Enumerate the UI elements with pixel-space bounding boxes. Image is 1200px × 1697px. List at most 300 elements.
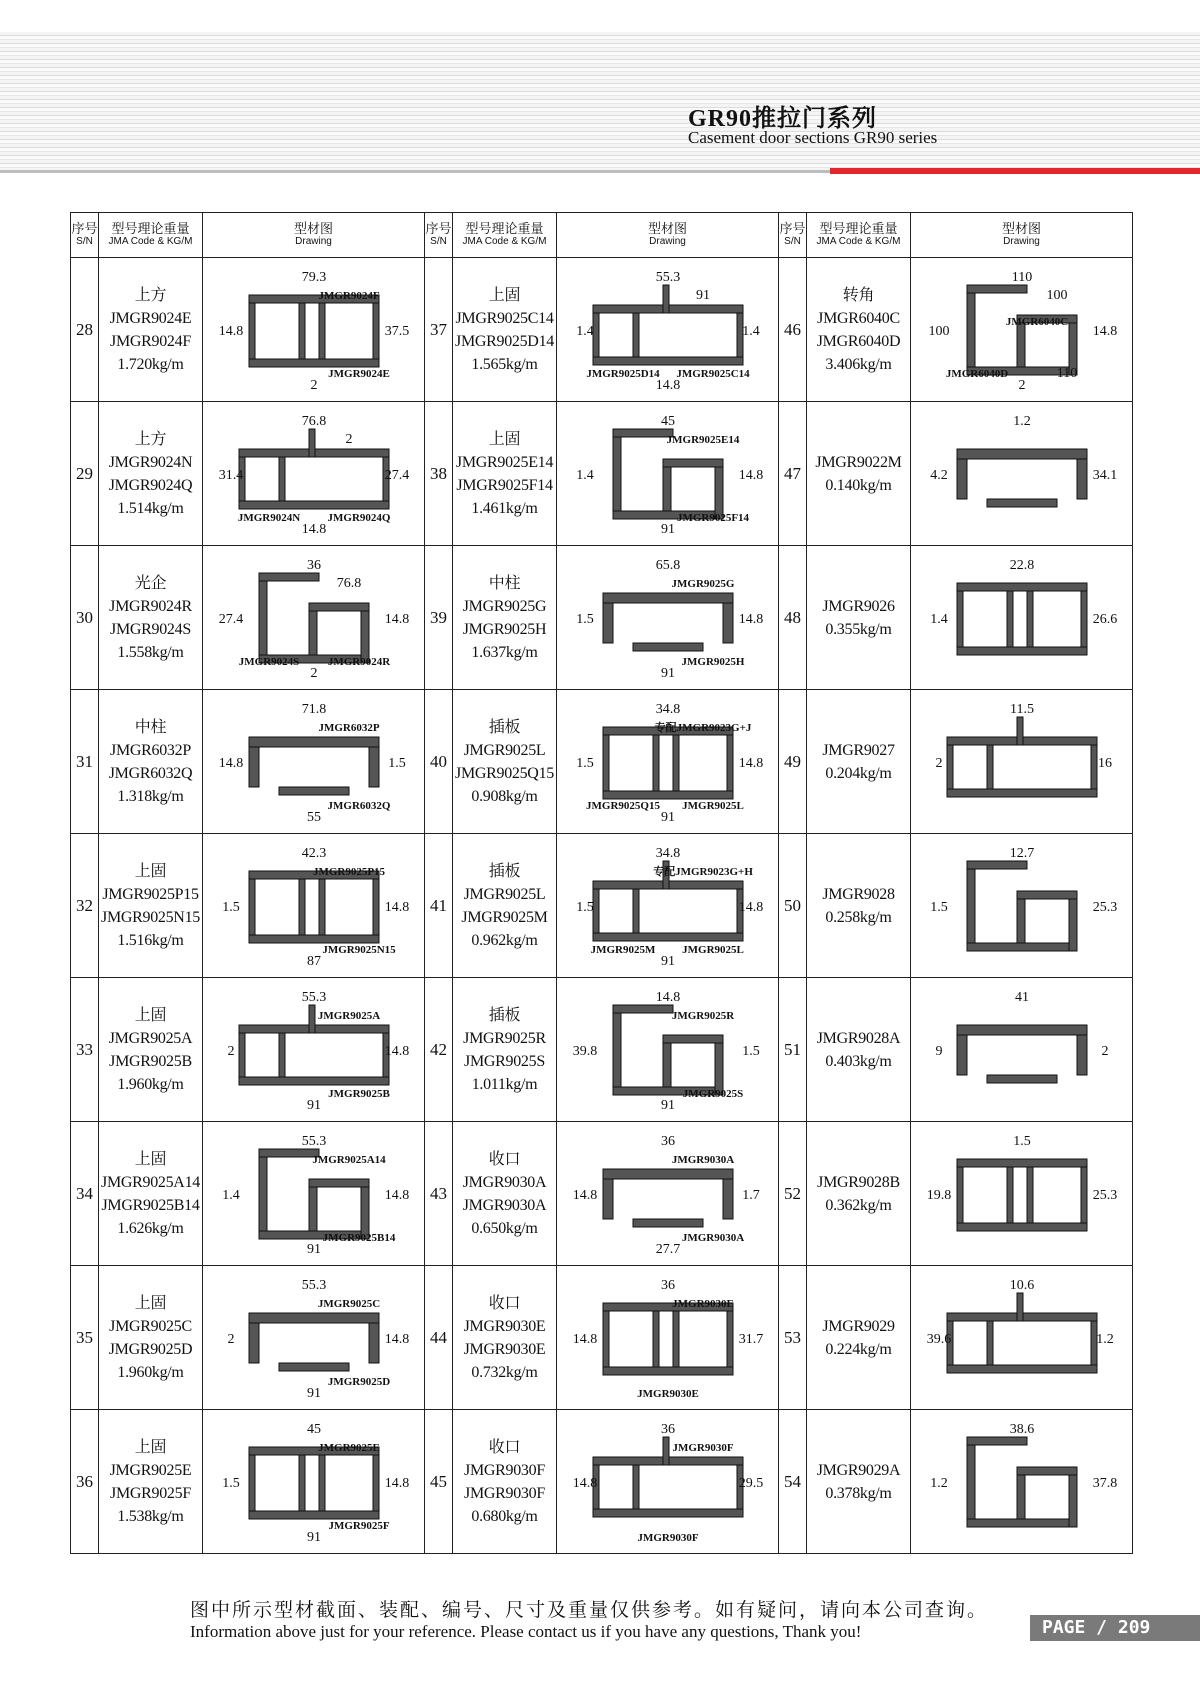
drawing-header: 型材图 Drawing <box>557 213 779 258</box>
part-code-label: JMGR9025B <box>327 1087 390 1100</box>
profile-code-weight <box>99 978 203 1122</box>
dimension-label: 55.3 <box>301 1277 326 1293</box>
profile-segment <box>239 1033 245 1083</box>
code-line: 0.258kg/m <box>825 908 892 926</box>
dimension-label: 100 <box>1046 287 1067 303</box>
code-line: 1.565kg/m <box>471 355 538 373</box>
dimension-label: 91 <box>306 1529 321 1545</box>
dimension-label: 34.1 <box>1092 467 1117 483</box>
profile-segment <box>239 1077 389 1085</box>
part-code-label: JMGR9025E14 <box>666 433 739 446</box>
dimension-label: 14.8 <box>384 1043 409 1059</box>
serial-number: 32 <box>71 834 99 978</box>
catalog-table <box>70 212 1133 1554</box>
part-code-label: JMGR9025A14 <box>311 1153 386 1166</box>
part-code-label: JMGR9030A <box>681 1231 744 1244</box>
code-line: JMGR9024F <box>110 332 191 350</box>
code-line: JMGR9029A <box>816 1461 901 1479</box>
profile-segment <box>309 429 315 457</box>
profile-segment <box>663 285 669 313</box>
profile-segment <box>593 933 743 941</box>
code-line: JMGR9025E14 <box>455 453 554 471</box>
part-code-label: JMGR6040D <box>945 367 1008 380</box>
profile-drawing-cell <box>911 1410 1133 1554</box>
profile-segment <box>319 303 325 359</box>
profile-segment <box>957 647 1087 655</box>
part-code-label: JMGR9030A <box>671 1153 734 1166</box>
serial-number: 34 <box>71 1122 99 1266</box>
profile-drawing-cell <box>203 258 425 402</box>
profile-drawing-cell <box>911 546 1133 690</box>
profile-drawing-cell <box>203 1266 425 1410</box>
profile-segment <box>967 1437 975 1527</box>
profile-segment <box>593 313 599 363</box>
profile-code-weight <box>99 1122 203 1266</box>
part-code-label: JMGR9024N <box>237 511 300 524</box>
profile-code-weight <box>807 978 911 1122</box>
profile-segment <box>319 879 325 935</box>
table-row <box>71 1122 1133 1266</box>
serial-number: 52 <box>779 1122 807 1266</box>
profile-segment <box>1017 323 1025 367</box>
profile-drawing <box>563 1417 773 1547</box>
profile-drawing <box>563 1129 773 1259</box>
dimension-label: 22.8 <box>1009 557 1034 573</box>
code-line: 光企 <box>134 574 167 592</box>
profile-drawing <box>563 841 773 971</box>
code-line: JMGR9026 <box>822 597 895 615</box>
table-header-row <box>71 213 1133 258</box>
dimension-label: 14.8 <box>218 755 243 771</box>
dimension-label: 36 <box>660 1421 675 1437</box>
page-title: GR90推拉门系列 <box>688 106 877 132</box>
dimension-label: 91 <box>660 809 675 825</box>
profile-segment <box>1017 1475 1025 1519</box>
profile-segment <box>249 1313 379 1323</box>
part-code-label: JMGR9030F <box>671 1441 734 1454</box>
dimension-label: 1.5 <box>575 899 594 915</box>
profile-segment <box>369 747 379 787</box>
profile-segment <box>957 1223 1087 1231</box>
profile-code-weight <box>99 402 203 546</box>
dimension-label: 2 <box>227 1331 234 1347</box>
dimension-label: 14.8 <box>384 899 409 915</box>
profile-code-weight <box>99 834 203 978</box>
dimension-label: 25.3 <box>1092 1187 1117 1203</box>
dimension-label: 100 <box>928 323 949 339</box>
profile-segment <box>967 861 1027 869</box>
serial-number: 53 <box>779 1266 807 1410</box>
code-line: 收口 <box>488 1294 521 1312</box>
dimension-label: 37.8 <box>1092 1475 1117 1491</box>
code-line: JMGR9028B <box>817 1173 900 1191</box>
serial-number: 54 <box>779 1410 807 1554</box>
profile-drawing-cell <box>557 546 779 690</box>
profile-segment <box>1091 745 1097 795</box>
code-line: JMGR9025C <box>109 1317 192 1335</box>
code-line: JMGR9025C14 <box>455 309 554 327</box>
profile-segment <box>727 1311 733 1373</box>
profile-segment <box>957 1025 1087 1035</box>
code-line: JMGR6032P <box>110 741 191 759</box>
dimension-label: 14.8 <box>655 377 680 393</box>
profile-code-weight <box>99 258 203 402</box>
dimension-label: 14.8 <box>655 989 680 1005</box>
profile-segment <box>603 1179 613 1219</box>
profile-segment <box>613 1005 621 1095</box>
code-line: JMGR9025S <box>464 1052 545 1070</box>
profile-segment <box>309 603 369 611</box>
profile-segment <box>319 1455 325 1511</box>
code-line: 插板 <box>488 1006 521 1024</box>
part-code-label: JMGR9025M <box>590 943 655 956</box>
profile-drawing-cell <box>203 834 425 978</box>
profile-segment <box>653 1311 659 1367</box>
dimension-label: 2 <box>227 1043 234 1059</box>
profile-drawing-cell <box>911 690 1133 834</box>
profile-drawing-cell <box>203 978 425 1122</box>
drawing-header: 型材图 Drawing <box>911 213 1133 258</box>
serial-number: 47 <box>779 402 807 546</box>
dimension-label: 91 <box>306 1097 321 1113</box>
part-code-label: JMGR9024F <box>317 289 380 302</box>
profile-segment <box>723 1179 733 1219</box>
serial-number: 37 <box>425 258 453 402</box>
code-line: JMGR9028A <box>816 1029 901 1047</box>
part-code-label: JMGR9025B14 <box>322 1231 395 1244</box>
dimension-label: 36 <box>660 1133 675 1149</box>
part-code-label: 专配JMGR9023G+H <box>652 865 753 878</box>
code-line: JMGR9025P15 <box>102 885 199 903</box>
dimension-label: 87 <box>306 953 321 969</box>
table-row <box>71 978 1133 1122</box>
profile-segment <box>249 359 379 367</box>
dimension-label: 31.7 <box>738 1331 763 1347</box>
dimension-label: 14.8 <box>301 521 326 537</box>
part-code-label: JMGR9025N15 <box>321 943 396 956</box>
profile-segment <box>967 285 1027 293</box>
serial-number: 38 <box>425 402 453 546</box>
profile-segment <box>603 791 733 799</box>
code-line: 0.403kg/m <box>825 1052 892 1070</box>
profile-drawing-cell <box>911 1266 1133 1410</box>
dimension-label: 4.2 <box>929 467 948 483</box>
part-code-label: JMGR9024R <box>327 655 390 668</box>
profile-drawing-cell <box>557 1410 779 1554</box>
profile-segment <box>633 1219 703 1227</box>
dimension-label: 91 <box>306 1241 321 1257</box>
serial-number: 35 <box>71 1266 99 1410</box>
profile-segment <box>715 1035 723 1095</box>
profile-segment <box>373 879 379 941</box>
dimension-label: 45 <box>660 413 675 429</box>
profile-drawing <box>563 697 773 827</box>
profile-drawing-cell <box>911 258 1133 402</box>
dimension-label: 110 <box>1056 365 1077 381</box>
profile-segment <box>1069 1467 1077 1527</box>
dimension-label: 27.7 <box>655 1241 680 1257</box>
code-line: JMGR9025B14 <box>101 1196 200 1214</box>
profile-segment <box>633 313 639 357</box>
profile-segment <box>957 591 963 653</box>
profile-segment <box>957 1159 1087 1167</box>
serial-number: 41 <box>425 834 453 978</box>
profile-segment <box>259 1149 319 1157</box>
part-code-label: JMGR9025C14 <box>675 367 750 380</box>
serial-number: 28 <box>71 258 99 402</box>
part-code-label: JMGR9025A <box>317 1009 380 1022</box>
profile-drawing-cell <box>557 402 779 546</box>
profile-segment <box>947 745 953 795</box>
profile-drawing <box>917 841 1127 971</box>
profile-segment <box>967 285 975 375</box>
code-line: JMGR9022M <box>815 453 902 471</box>
profile-code-weight <box>453 690 557 834</box>
profile-code-weight <box>807 402 911 546</box>
serial-number: 36 <box>71 1410 99 1554</box>
code-line: 收口 <box>488 1438 521 1456</box>
profile-segment <box>239 501 389 509</box>
code-line: JMGR9030F <box>464 1461 545 1479</box>
profile-code-weight <box>453 546 557 690</box>
part-code-label: JMGR9024Q <box>327 511 390 524</box>
profile-segment <box>249 1323 259 1363</box>
code-line: JMGR9027 <box>822 741 895 759</box>
part-code-label: JMGR9030F <box>636 1531 699 1544</box>
profile-segment <box>279 787 349 795</box>
dimension-label: 42.3 <box>301 845 326 861</box>
profile-segment <box>299 303 305 359</box>
profile-code-weight <box>453 402 557 546</box>
dimension-label: 65.8 <box>655 557 680 573</box>
dimension-label: 11.5 <box>1009 701 1034 717</box>
code-line: 1.011kg/m <box>471 1075 538 1093</box>
profile-segment <box>1027 1167 1033 1223</box>
dimension-label: 55 <box>306 809 321 825</box>
profile-code-weight <box>453 1266 557 1410</box>
dimension-label: 14.8 <box>384 1331 409 1347</box>
profile-segment <box>987 745 993 789</box>
part-code-label: JMGR9024E <box>327 367 390 380</box>
profile-segment <box>987 1075 1057 1083</box>
profile-segment <box>673 735 679 791</box>
code-line: 1.558kg/m <box>117 643 184 661</box>
profile-drawing <box>917 409 1127 539</box>
code-line: JMGR6032Q <box>108 764 193 782</box>
code-line: JMGR9025H <box>462 620 547 638</box>
dimension-label: 2 <box>345 431 352 447</box>
serial-number: 33 <box>71 978 99 1122</box>
dimension-label: 14.8 <box>1092 323 1117 339</box>
profile-drawing-cell <box>557 1266 779 1410</box>
profile-drawing-cell <box>557 978 779 1122</box>
serial-number: 31 <box>71 690 99 834</box>
dimension-label: 29.5 <box>738 1475 763 1491</box>
dimension-label: 1.5 <box>929 899 948 915</box>
dimension-label: 14.8 <box>384 1187 409 1203</box>
dimension-label: 76.8 <box>301 413 326 429</box>
profile-drawing-cell <box>557 834 779 978</box>
dimension-label: 34.8 <box>655 701 680 717</box>
dimension-label: 19.8 <box>926 1187 951 1203</box>
dimension-label: 71.8 <box>301 701 326 717</box>
profile-segment <box>723 603 733 643</box>
sn-header: 序号 S/N <box>425 213 453 258</box>
profile-segment <box>249 1511 379 1519</box>
profile-drawing <box>917 1417 1127 1547</box>
profile-drawing <box>209 985 419 1115</box>
code-line: JMGR9025F14 <box>456 476 553 494</box>
profile-drawing <box>563 1273 773 1403</box>
code-line: JMGR9030E <box>463 1317 546 1335</box>
serial-number: 40 <box>425 690 453 834</box>
profile-drawing <box>563 265 773 395</box>
part-code-label: JMGR9024S <box>238 655 299 668</box>
dimension-label: 1.5 <box>221 1475 240 1491</box>
profile-segment <box>299 879 305 935</box>
profile-code-weight <box>807 690 911 834</box>
dimension-label: 2 <box>310 377 317 393</box>
code-line: JMGR9028 <box>822 885 895 903</box>
profile-segment <box>947 1365 1097 1373</box>
profile-code-weight <box>807 1122 911 1266</box>
profile-segment <box>279 1033 285 1077</box>
code-line: 1.318kg/m <box>117 787 184 805</box>
serial-number: 42 <box>425 978 453 1122</box>
profile-segment <box>373 1455 379 1517</box>
code-line: 0.732kg/m <box>471 1363 538 1381</box>
dimension-label: 1.2 <box>1095 1331 1114 1347</box>
profile-code-weight <box>453 1410 557 1554</box>
profile-segment <box>1069 891 1077 951</box>
serial-number: 46 <box>779 258 807 402</box>
profile-segment <box>1077 1035 1087 1075</box>
part-code-label: JMGR9025D <box>327 1375 390 1388</box>
page-number: PAGE / 209 <box>1030 1615 1200 1641</box>
dimension-label: 91 <box>306 1385 321 1401</box>
serial-number: 43 <box>425 1122 453 1266</box>
profile-segment <box>279 1363 349 1371</box>
code-line: 插板 <box>488 718 521 736</box>
dimension-label: 1.5 <box>221 899 240 915</box>
code-line: 0.204kg/m <box>825 764 892 782</box>
profile-segment <box>603 593 733 603</box>
profile-code-weight <box>807 258 911 402</box>
profile-segment <box>663 1043 671 1087</box>
profile-drawing <box>209 1273 419 1403</box>
code-line: 上方 <box>134 286 167 304</box>
profile-drawing <box>563 553 773 683</box>
dimension-label: 38.6 <box>1009 1421 1034 1437</box>
code-line: JMGR9025B <box>109 1052 192 1070</box>
serial-number: 45 <box>425 1410 453 1554</box>
dimension-label: 76.8 <box>336 575 361 591</box>
dimension-label: 91 <box>695 287 710 303</box>
profile-segment <box>249 747 259 787</box>
dimension-label: 14.8 <box>738 899 763 915</box>
profile-segment <box>613 1005 673 1013</box>
part-code-label: JMGR9025F14 <box>676 511 749 524</box>
code-line: 上固 <box>134 1438 167 1456</box>
profile-drawing <box>917 985 1127 1115</box>
profile-drawing <box>209 697 419 827</box>
profile-segment <box>593 357 743 365</box>
part-code-label: JMGR6032Q <box>327 799 390 812</box>
profile-segment <box>603 1311 609 1373</box>
table-row <box>71 1410 1133 1554</box>
profile-segment <box>361 603 369 663</box>
profile-segment <box>967 943 1077 951</box>
profile-segment <box>987 1321 993 1365</box>
dimension-label: 1.4 <box>575 323 594 339</box>
profile-drawing-cell <box>557 690 779 834</box>
profile-segment <box>967 861 975 951</box>
serial-number: 50 <box>779 834 807 978</box>
profile-drawing <box>563 409 773 539</box>
profile-code-weight <box>99 546 203 690</box>
part-code-label: JMGR9025D14 <box>585 367 660 380</box>
profile-segment <box>593 889 599 939</box>
profile-drawing <box>209 409 419 539</box>
profile-segment <box>1081 1167 1087 1229</box>
drawing-header: 型材图 Drawing <box>203 213 425 258</box>
profile-segment <box>633 1465 639 1509</box>
profile-segment <box>967 1437 1027 1445</box>
code-line: 1.514kg/m <box>117 499 184 517</box>
code-header: 型号理论重量 JMA Code & KG/M <box>453 213 557 258</box>
profile-segment <box>987 499 1057 507</box>
dimension-label: 45 <box>306 1421 321 1437</box>
profile-segment <box>361 1179 369 1239</box>
dimension-label: 12.7 <box>1009 845 1034 861</box>
page-subtitle: Casement door sections GR90 series <box>688 128 938 147</box>
code-line: JMGR9025R <box>463 1029 546 1047</box>
part-code-label: JMGR9025P15 <box>312 865 385 878</box>
footer-note-en: Information above just for your reference. Please contact us if you have any questions, Thank you! <box>190 1622 862 1641</box>
dimension-label: 1.5 <box>741 1043 760 1059</box>
profile-segment <box>1007 1167 1013 1223</box>
profile-segment <box>593 1509 743 1517</box>
profile-segment <box>1017 1467 1077 1475</box>
dimension-label: 14.8 <box>218 323 243 339</box>
dimension-label: 41 <box>1014 989 1029 1005</box>
dimension-label: 14.8 <box>572 1475 597 1491</box>
dimension-label: 27.4 <box>384 467 409 483</box>
dimension-label: 1.5 <box>1012 1133 1031 1149</box>
profile-segment <box>249 879 255 941</box>
profile-segment <box>309 1179 369 1187</box>
profile-segment <box>1017 891 1077 899</box>
profile-drawing <box>209 841 419 971</box>
profile-segment <box>1007 591 1013 647</box>
profile-segment <box>1081 591 1087 653</box>
profile-segment <box>957 1035 967 1075</box>
code-line: JMGR9030E <box>463 1340 546 1358</box>
code-line: JMGR9025D14 <box>455 332 554 350</box>
dimension-label: 91 <box>660 665 675 681</box>
code-line: 1.637kg/m <box>471 643 538 661</box>
code-line: 上固 <box>134 1294 167 1312</box>
dimension-label: 16 <box>1097 755 1112 771</box>
part-code-label: JMGR9025Q15 <box>585 799 660 812</box>
profile-segment <box>613 429 621 519</box>
sn-header: 序号 S/N <box>71 213 99 258</box>
dimension-label: 1.4 <box>575 467 594 483</box>
profile-segment <box>673 1311 679 1367</box>
profile-segment <box>613 429 673 437</box>
code-line: 0.355kg/m <box>825 620 892 638</box>
profile-drawing-cell <box>911 978 1133 1122</box>
